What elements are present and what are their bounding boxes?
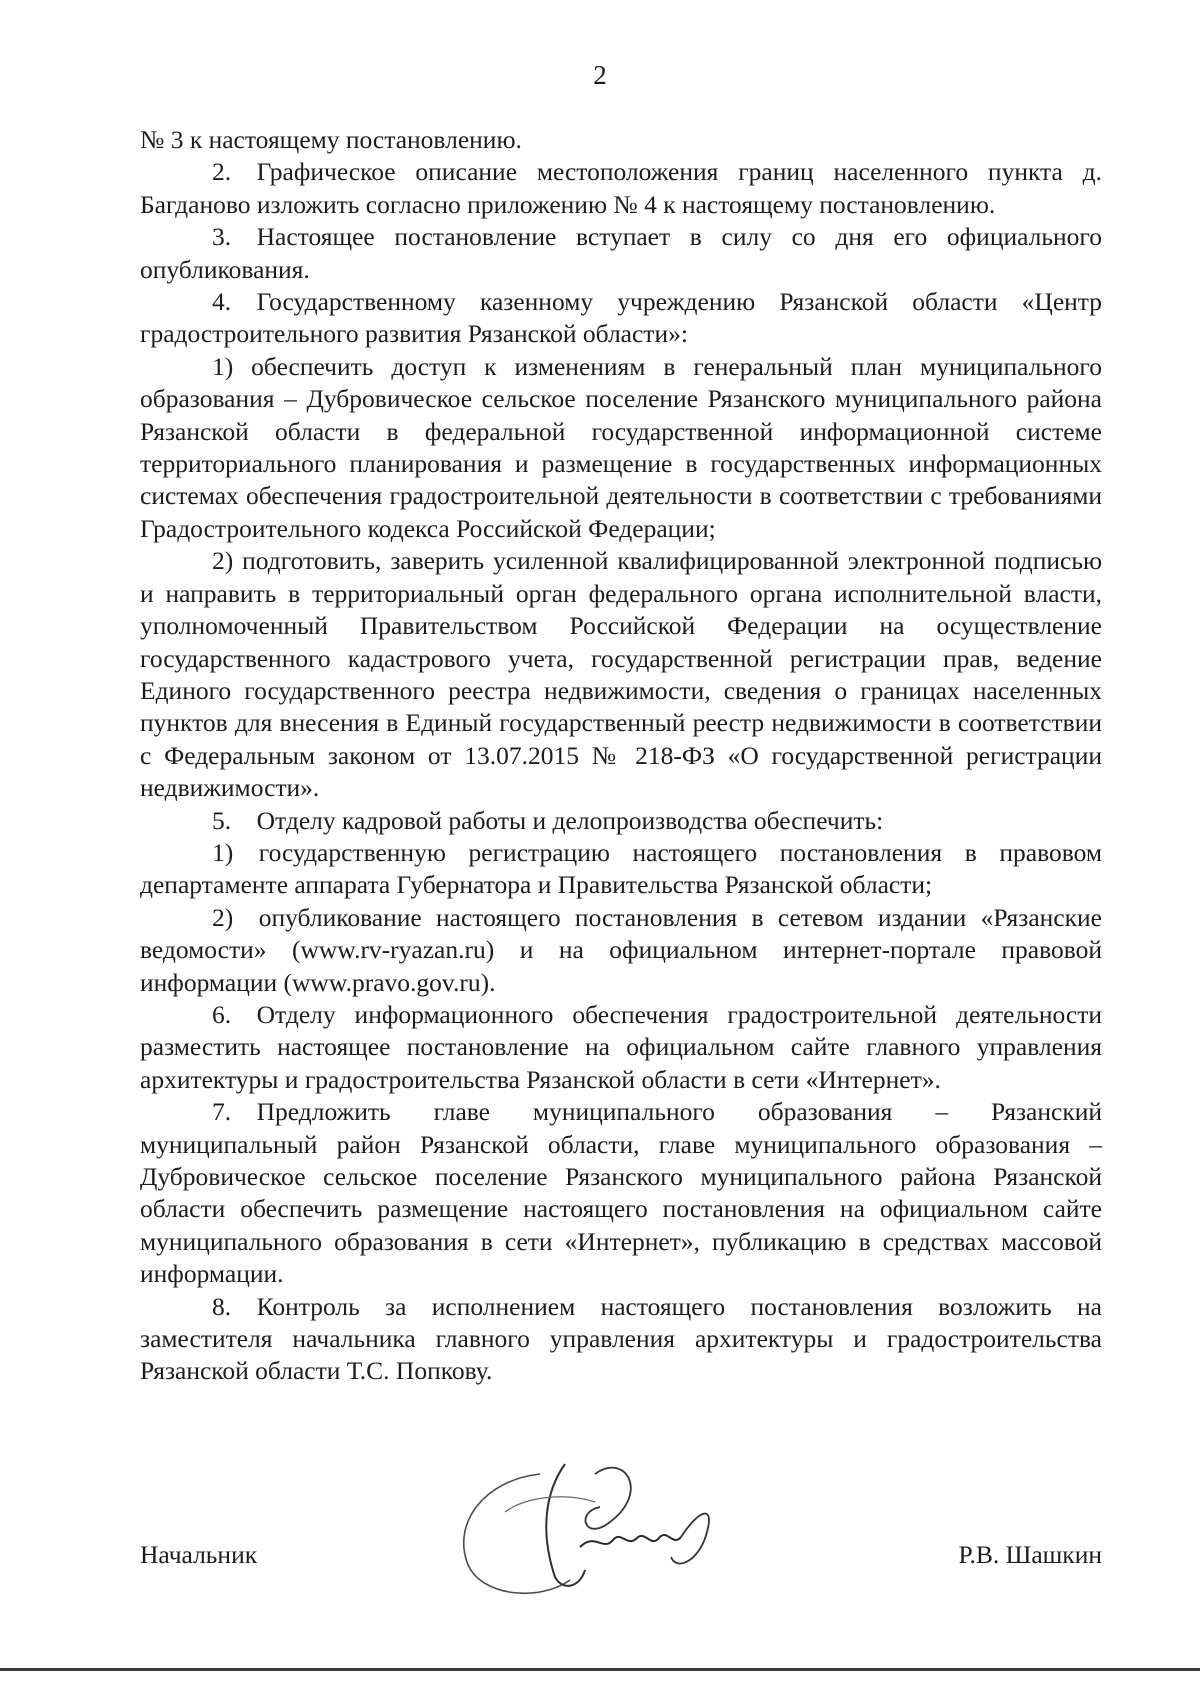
page-number: 2 [593, 60, 607, 90]
paragraph-item-3: 3. Настоящее постановление вступает в силу со дня его официального опубликования. [140, 222, 1102, 284]
paragraph-item-4: 4. Государственному казенному учреждению Рязанской области «Центр градостроительного развития Рязанской области»: [140, 287, 1102, 349]
paragraph-item-8: 8. Контроль за исполнением настоящего постановления возложить на заместителя начальника главного управления архитектуры и градостроительства Рязанской области Т.С. Попкову. [140, 1291, 1102, 1386]
signer-name: Р.В. Шашкин [958, 1540, 1102, 1569]
paragraph-item-4-sub-1: 1) обеспечить доступ к изменениям в генеральный план муниципального образования – Дубровическое сельское поселение Рязанского муниципального района Рязанской области в федеральной государственной информационной системе территориального планирования и размещение в государственных информационных системах обеспечения градостроительной деятельности в соответствии с требованиями Градостроительного кодекса Российской Федерации; [140, 351, 1102, 543]
paragraph-item-6: 6. Отделу информационного обеспечения градостроительной деятельности разместить настоящее постановление на официальном сайте главного управления архитектуры и градостроительства Рязанской области в сети «Интернет». [140, 999, 1102, 1094]
paragraph-item-5-sub-2: 2) опубликование настоящего постановления в сетевом издании «Рязанские ведомости» (www.rv-ryazan.ru) и на официальном интернет-портале правовой информации (www.pravo.gov.ru). [140, 902, 1102, 997]
paragraph-item-7: 7. Предложить главе муниципального образования – Рязанский муниципальный район Рязанской области, главе муниципального образования – Дубровическое сельское поселение Рязанского муниципального района Рязанской области обеспечить размещение настоящего постановления на официальном сайте муниципального образования в сети «Интернет», публикацию в средствах массовой информации. [140, 1097, 1102, 1289]
paragraph-item-5: 5. Отделу кадровой работы и делопроизводства обеспечить: [212, 805, 884, 835]
signer-position: Начальник [140, 1540, 258, 1569]
paragraph-item-5-sub-1: 1) государственную регистрацию настоящего постановления в правовом департаменте аппарата Губернатора и Правительства Рязанской области; [140, 837, 1102, 900]
paragraph-item-2: 2. Графическое описание местоположения границ населенного пункта д. Багданово изложить согласно приложению № 4 к настоящему постановлению. [140, 157, 1102, 219]
paragraph-item-4-sub-2: 2) подготовить, заверить усиленной квалифицированной электронной подписью и направить в территориальный орган федерального органа исполнительной власти, уполномоченный Правительством Российской Федерации на осуществление государственного кадастрового учета, государственной регистрации прав, ведение Единого государственного реестра недвижимости, сведения о границах населенных пунктов для внесения в Единый государственный реестр недвижимости в соответствии с Федеральным законом от 13.07.2015 № 218-ФЗ «О государственной регистрации недвижимости». [140, 546, 1102, 803]
paragraph-continuation: № 3 к настоящему постановлению. [140, 125, 522, 154]
handwritten-signature [445, 1452, 735, 1607]
scan-bottom-edge [0, 1668, 1200, 1671]
document-body [140, 124, 1102, 1388]
